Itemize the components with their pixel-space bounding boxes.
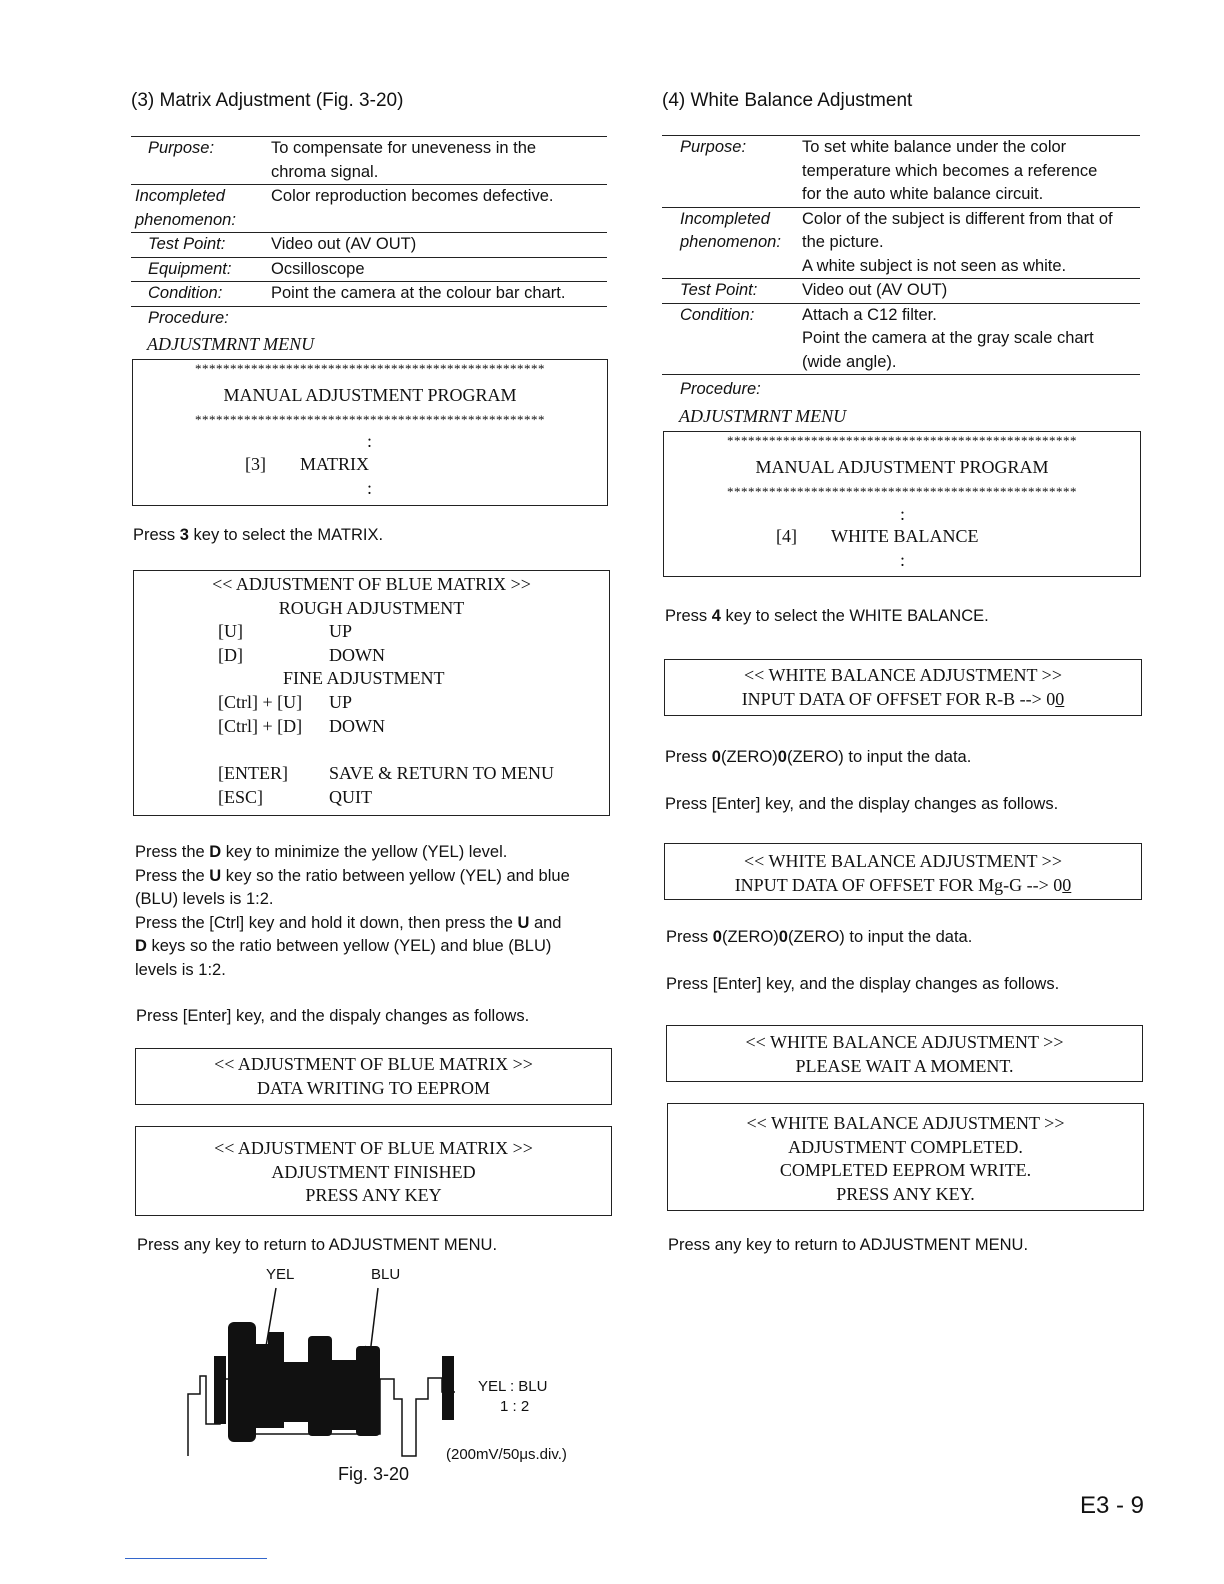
matrix-spec-table	[131, 136, 607, 330]
spec-value: Video out (AV OUT)	[802, 279, 1140, 304]
please-wait-box	[666, 1025, 1143, 1082]
menu-item-matrix: MATRIX	[300, 454, 370, 474]
key-u: [U]	[218, 621, 243, 641]
data-writing-box	[135, 1048, 612, 1105]
press-enter-instruction: Press [Enter] key, and the display changes as follows.	[666, 975, 1060, 993]
box-line: ADJUSTMENT FINISHED	[271, 1161, 476, 1182]
page-number: E3 - 9	[1080, 1492, 1145, 1519]
menu-heading: MANUAL ADJUSTMENT PROGRAM	[755, 457, 1049, 477]
box-line: << ADJUSTMENT OF BLUE MATRIX >>	[214, 1138, 533, 1158]
text: Press	[666, 928, 713, 946]
press-4-instruction	[665, 605, 989, 629]
menu-item-white-balance: WHITE BALANCE	[831, 526, 979, 546]
ratio-value: 1 : 2	[500, 1398, 530, 1415]
blue-matrix-box	[133, 570, 610, 816]
yel-label: YEL	[266, 1266, 295, 1283]
stars-line: **************************************************	[195, 362, 545, 376]
key-ctrl-d: [Ctrl] + [D]	[218, 716, 303, 736]
key-3: 3	[179, 526, 189, 544]
key-ctrl-u-action: UP	[329, 692, 353, 712]
spec-value	[271, 306, 607, 330]
spec-value: Ocsilloscope	[271, 257, 607, 282]
text: Press the	[135, 843, 210, 861]
spec-key: Condition:	[680, 305, 755, 324]
offset-mg-box	[664, 843, 1142, 900]
key-d-action: DOWN	[329, 645, 385, 665]
fine-adjustment-heading: FINE ADJUSTMENT	[283, 668, 445, 688]
press-3-instruction	[133, 524, 383, 548]
spec-value: temperature which becomes a reference	[802, 161, 1098, 180]
text: Press the [Ctrl] key and hold it down, then press the	[135, 913, 518, 932]
text: key so the ratio between yellow (YEL) and blue	[221, 866, 570, 885]
instruction-line	[135, 912, 615, 936]
press-enter-instruction: Press [Enter] key, and the display changes as follows.	[665, 795, 1059, 813]
menu-item-number: [4]	[776, 526, 797, 546]
box-line: PRESS ANY KEY.	[836, 1183, 975, 1204]
spec-value: for the auto white balance circuit.	[802, 183, 1140, 207]
instruction-line: levels is 1:2.	[135, 960, 226, 979]
ellipsis-dots: :	[367, 431, 373, 451]
box-line	[665, 688, 1141, 712]
box-line: << WHITE BALANCE ADJUSTMENT >>	[746, 1113, 1065, 1133]
text: Press	[665, 748, 712, 766]
spec-key	[662, 160, 802, 184]
box-line: COMPLETED EEPROM WRITE.	[779, 1160, 1032, 1180]
spec-value: the picture.	[802, 233, 884, 251]
figure-caption: Fig. 3-20	[338, 1464, 410, 1484]
ellipsis-dots: :	[900, 550, 906, 570]
spec-value: Attach a C12 filter.	[802, 305, 937, 324]
ellipsis-dots: :	[900, 504, 906, 524]
instruction-line	[135, 841, 615, 865]
key-ctrl-u: [Ctrl] + [U]	[218, 692, 303, 712]
spec-value	[802, 375, 1140, 402]
spec-key	[662, 327, 802, 351]
text: (ZERO) to input the data.	[787, 928, 973, 946]
box-line: DATA WRITING TO EEPROM	[256, 1077, 491, 1098]
text: key to minimize the yellow (YEL) level.	[221, 843, 508, 861]
text: (ZERO)	[721, 928, 779, 946]
spec-key: Purpose:	[131, 137, 271, 161]
spec-key: Equipment:	[131, 257, 271, 282]
adjustment-menu-title: ADJUSTMRNT MENU	[679, 406, 847, 426]
key-enter: [ENTER]	[218, 763, 288, 783]
key-d-bold: D	[135, 937, 147, 955]
spec-key	[131, 161, 271, 185]
ratio-label: YEL : BLU	[478, 1378, 548, 1395]
spec-value: Color of the subject is different from that of	[802, 209, 1113, 228]
spec-value: (wide angle).	[802, 351, 1140, 375]
key-zero: 0	[711, 748, 721, 766]
stars-line: **************************************************	[727, 434, 1077, 448]
spec-key: Condition:	[131, 282, 271, 307]
return-instruction: Press any key to return to ADJUSTMENT MENU.	[668, 1236, 1029, 1254]
oscilloscope-waveform	[180, 1284, 470, 1464]
spec-value: To set white balance under the color	[802, 136, 1140, 160]
text: Press	[665, 607, 712, 625]
section-title-white-balance: (4) White Balance Adjustment	[662, 90, 913, 111]
return-instruction: Press any key to return to ADJUSTMENT MENU.	[137, 1236, 498, 1254]
box-line: << WHITE BALANCE ADJUSTMENT >>	[745, 1032, 1064, 1052]
white-balance-spec-table	[662, 135, 1140, 402]
instruction-line	[135, 865, 615, 889]
spec-key: Test Point:	[662, 279, 802, 304]
text: Press	[133, 526, 180, 544]
cursor-digit: 0	[1062, 874, 1072, 895]
press-zero-instruction	[666, 926, 972, 950]
text: key to select the WHITE BALANCE.	[720, 607, 989, 625]
text: (ZERO)	[720, 748, 778, 766]
key-enter-action: SAVE & RETURN TO MENU	[329, 763, 555, 783]
menu-item-number: [3]	[245, 454, 266, 474]
key-zero: 0	[712, 928, 722, 946]
spec-key: Purpose:	[662, 136, 802, 160]
key-esc: [ESC]	[218, 787, 263, 807]
arrow-blu	[365, 1288, 378, 1356]
instruction-line	[135, 935, 615, 959]
text: and	[529, 913, 562, 932]
text: key to select the MATRIX.	[188, 526, 384, 544]
box-line: << WHITE BALANCE ADJUSTMENT >>	[744, 851, 1062, 871]
spec-key: Procedure:	[680, 380, 761, 398]
adjustment-menu-box	[663, 431, 1141, 577]
text: INPUT DATA OF OFFSET FOR R-B --> 0	[741, 688, 1056, 709]
adjustment-menu-box	[132, 359, 608, 506]
box-line: << WHITE BALANCE ADJUSTMENT >>	[744, 665, 1062, 685]
cursor-digit: 0	[1055, 688, 1065, 709]
menu-heading: MANUAL ADJUSTMENT PROGRAM	[223, 385, 517, 405]
press-enter-instruction: Press [Enter] key, and the dispaly changes as follows.	[136, 1007, 530, 1025]
box-line: PLEASE WAIT A MOMENT.	[795, 1055, 1014, 1076]
box-line: PRESS ANY KEY	[305, 1185, 442, 1205]
offset-rb-box	[664, 659, 1142, 716]
spec-value	[271, 209, 607, 233]
key-d: [D]	[218, 645, 243, 665]
text: INPUT DATA OF OFFSET FOR Mg-G --> 0	[734, 874, 1063, 895]
key-zero: 0	[778, 928, 788, 946]
spec-key	[662, 183, 802, 207]
instruction-line: (BLU) levels is 1:2.	[135, 890, 274, 908]
spec-key	[662, 351, 802, 375]
key-u-bold: U	[517, 913, 530, 932]
adjustment-menu-title: ADJUSTMRNT MENU	[147, 334, 315, 354]
text: Press the	[135, 866, 210, 885]
key-4: 4	[711, 607, 721, 625]
press-zero-instruction	[665, 746, 971, 770]
spec-value: Point the camera at the gray scale chart	[802, 329, 1094, 347]
stars-line: **************************************************	[727, 484, 1077, 499]
spec-key: Test Point:	[131, 233, 271, 258]
spec-key: Incompleted	[680, 209, 770, 228]
text: keys so the ratio between yellow (YEL) and blue (BLU)	[146, 937, 552, 955]
key-esc-action: QUIT	[329, 787, 372, 807]
key-u-bold: U	[209, 866, 222, 885]
scale-label: (200mV/50μs.div.)	[446, 1446, 567, 1463]
blu-label: BLU	[371, 1266, 401, 1283]
footer-rule	[125, 1558, 267, 1559]
box-line: ADJUSTMENT COMPLETED.	[788, 1136, 1023, 1157]
blue-matrix-title: << ADJUSTMENT OF BLUE MATRIX >>	[212, 574, 531, 594]
key-d-bold: D	[209, 843, 222, 861]
spec-key: phenomenon:	[131, 209, 271, 233]
spec-key: Procedure:	[148, 308, 229, 327]
adjustment-finished-box	[135, 1126, 612, 1216]
spec-value: Color reproduction becomes defective.	[271, 187, 554, 205]
box-line	[665, 874, 1141, 898]
spec-value: To compensate for uneveness in the	[271, 137, 607, 161]
spec-value: chroma signal.	[271, 161, 607, 185]
text: (ZERO) to input the data.	[786, 748, 972, 766]
spec-key	[662, 255, 802, 279]
spec-key: phenomenon:	[680, 233, 781, 251]
waveform-fill	[214, 1322, 454, 1442]
key-ctrl-d-action: DOWN	[329, 716, 385, 736]
box-line: << ADJUSTMENT OF BLUE MATRIX >>	[214, 1054, 533, 1074]
spec-value: Video out (AV OUT)	[271, 233, 607, 258]
stars-line: **************************************************	[195, 412, 545, 427]
spec-key: Incompleted	[135, 187, 225, 205]
section-title-matrix: (3) Matrix Adjustment (Fig. 3-20)	[131, 90, 404, 111]
adjustment-completed-box	[667, 1103, 1144, 1211]
key-zero: 0	[777, 748, 787, 766]
spec-value: Point the camera at the colour bar chart.	[271, 282, 607, 307]
spec-value: A white subject is not seen as white.	[802, 255, 1140, 279]
matrix-instructions	[135, 841, 615, 982]
rough-adjustment-heading: ROUGH ADJUSTMENT	[278, 597, 465, 618]
key-u-action: UP	[329, 621, 353, 641]
ellipsis-dots: :	[367, 478, 373, 498]
